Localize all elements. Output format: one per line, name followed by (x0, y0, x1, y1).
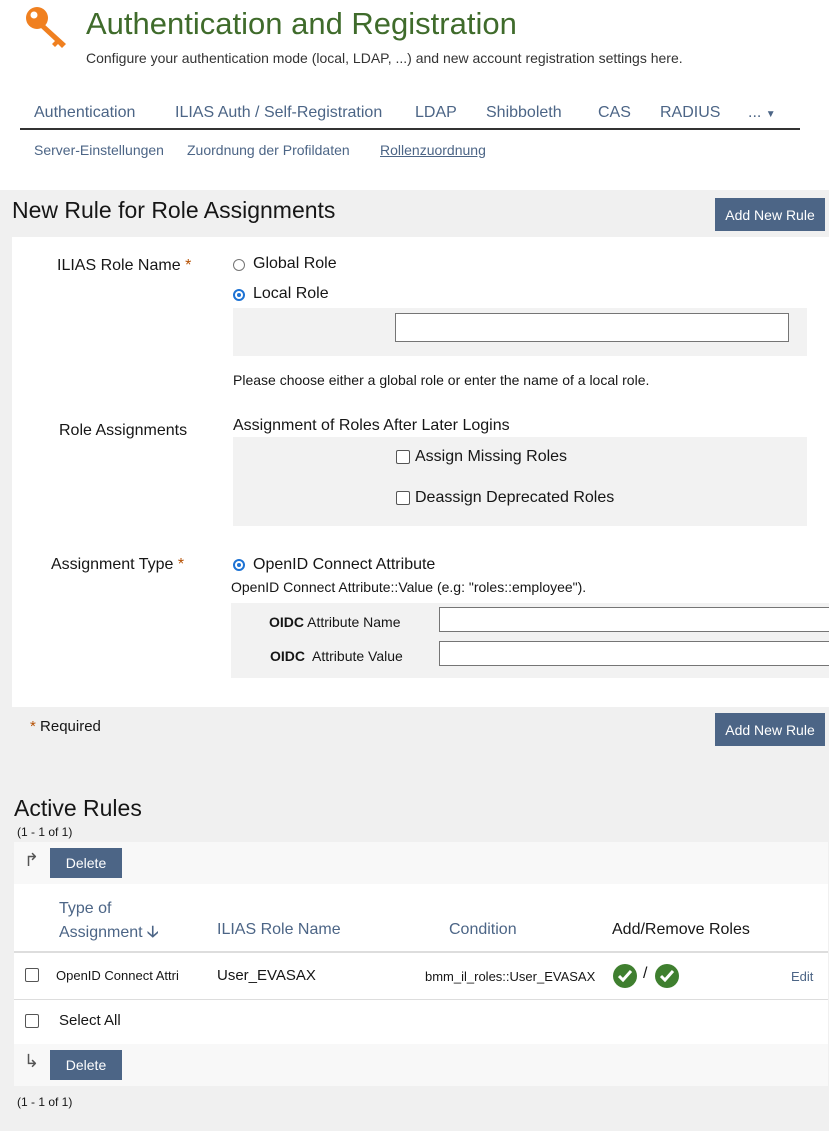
attr-name-label-text: Attribute Name (307, 614, 401, 630)
row-separator: / (643, 965, 648, 982)
check-icon (655, 964, 679, 988)
required-note-marker: * (30, 718, 36, 735)
sort-down-icon: 🡣 (147, 924, 159, 941)
arrow-turn-down-right-icon: ↳ (24, 1051, 40, 1071)
role-name-label (57, 257, 191, 275)
select-all-checkbox[interactable] (25, 1014, 39, 1028)
role-hint: Please choose either a global role or enter the name of a local role. (233, 372, 650, 388)
tab-ilias-auth[interactable]: ILIAS Auth / Self-Registration (175, 104, 383, 121)
local-role-label: Local Role (253, 285, 329, 302)
row-condition: bmm_il_roles::User_EVASAX (425, 969, 596, 984)
page-header (0, 0, 829, 190)
assignments-heading: Assignment of Roles After Later Logins (233, 417, 510, 434)
col-ilias-role-name[interactable]: ILIAS Role Name (217, 921, 341, 938)
required-marker: * (185, 257, 192, 274)
tab-authentication[interactable]: Authentication (34, 104, 136, 121)
row-type: OpenID Connect Attri (56, 968, 179, 983)
tab-ldap[interactable]: LDAP (415, 104, 457, 121)
check-icon (613, 964, 637, 988)
pagination-bottom: (1 - 1 of 1) (17, 1095, 73, 1109)
col-type-line1: Type of (59, 900, 112, 917)
local-role-radio[interactable] (233, 289, 245, 301)
subtab-role-mapping[interactable]: Rollenzuordnung (380, 142, 486, 158)
delete-button-bottom[interactable]: Delete (50, 1050, 122, 1080)
col-type-line2-wrap (59, 921, 159, 945)
subtab-profile-mapping[interactable]: Zuordnung der Profildaten (187, 142, 350, 158)
attr-name-label (269, 614, 401, 630)
local-role-input[interactable] (395, 313, 789, 342)
page-description: Configure your authentication mode (local, LDAP, ...) and new account registration settings here. (86, 50, 683, 66)
attr-value-label (270, 648, 403, 664)
deassign-deprecated-label: Deassign Deprecated Roles (415, 489, 615, 506)
attr-name-input[interactable] (439, 607, 829, 632)
global-role-radio[interactable] (233, 259, 245, 271)
assignment-type-label (51, 556, 184, 574)
add-new-rule-button-top[interactable]: Add New Rule (715, 198, 825, 231)
table-row (14, 953, 828, 999)
required-marker: * (177, 556, 185, 573)
tab-cas[interactable]: CAS (598, 104, 631, 121)
attr-value-input[interactable] (439, 641, 829, 666)
role-assignments-label: Role Assignments (59, 422, 188, 439)
assign-missing-checkbox[interactable] (396, 450, 410, 464)
tab-shibboleth[interactable]: Shibboleth (486, 104, 562, 121)
row-edit-link[interactable]: Edit (791, 969, 814, 984)
assign-missing-label: Assign Missing Roles (415, 448, 568, 465)
required-note (30, 718, 101, 735)
tab-more[interactable] (748, 104, 776, 122)
col-add-remove-roles: Add/Remove Roles (612, 921, 750, 938)
role-name-label-text: ILIAS Role Name (57, 257, 181, 274)
col-type-of-assignment[interactable] (59, 897, 159, 945)
table-toolbar-top (14, 842, 828, 884)
tab-radius[interactable]: RADIUS (660, 104, 721, 121)
row-divider (14, 999, 828, 1000)
caret-down-icon: ▼ (765, 109, 776, 120)
form-title: New Rule for Role Assignments (12, 197, 336, 223)
more-label: ... (748, 104, 762, 121)
row-checkbox[interactable] (25, 968, 39, 982)
assignment-type-label-text: Assignment Type (51, 556, 174, 573)
attr-value-label-text: Attribute Value (312, 648, 403, 664)
attr-value-prefix: OIDC (270, 648, 305, 664)
col-condition[interactable]: Condition (449, 921, 517, 938)
page-title: Authentication and Registration (86, 6, 517, 41)
col-type-line2: Assignment (59, 924, 143, 941)
add-new-rule-button-bottom[interactable]: Add New Rule (715, 713, 825, 746)
oidc-attribute-label: OpenID Connect Attribute (253, 556, 436, 573)
delete-button-top[interactable]: Delete (50, 848, 122, 878)
attr-name-prefix: OIDC (269, 614, 304, 630)
pagination-top: (1 - 1 of 1) (17, 825, 73, 839)
subtab-server-settings[interactable]: Server-Einstellungen (34, 142, 164, 158)
key-icon (22, 4, 72, 52)
select-all-label: Select All (59, 1012, 121, 1029)
global-role-label: Global Role (253, 255, 337, 272)
required-note-text: Required (40, 718, 101, 735)
oidc-hint: OpenID Connect Attribute::Value (e.g: "roles::employee"). (231, 579, 587, 595)
row-role: User_EVASAX (217, 967, 316, 984)
table-toolbar-bottom (14, 1044, 828, 1086)
arrow-turn-right-icon: ↱ (24, 850, 40, 870)
active-rules-title: Active Rules (14, 795, 142, 821)
deassign-deprecated-checkbox[interactable] (396, 491, 410, 505)
main-tabs (20, 100, 800, 130)
oidc-attribute-radio[interactable] (233, 559, 245, 571)
